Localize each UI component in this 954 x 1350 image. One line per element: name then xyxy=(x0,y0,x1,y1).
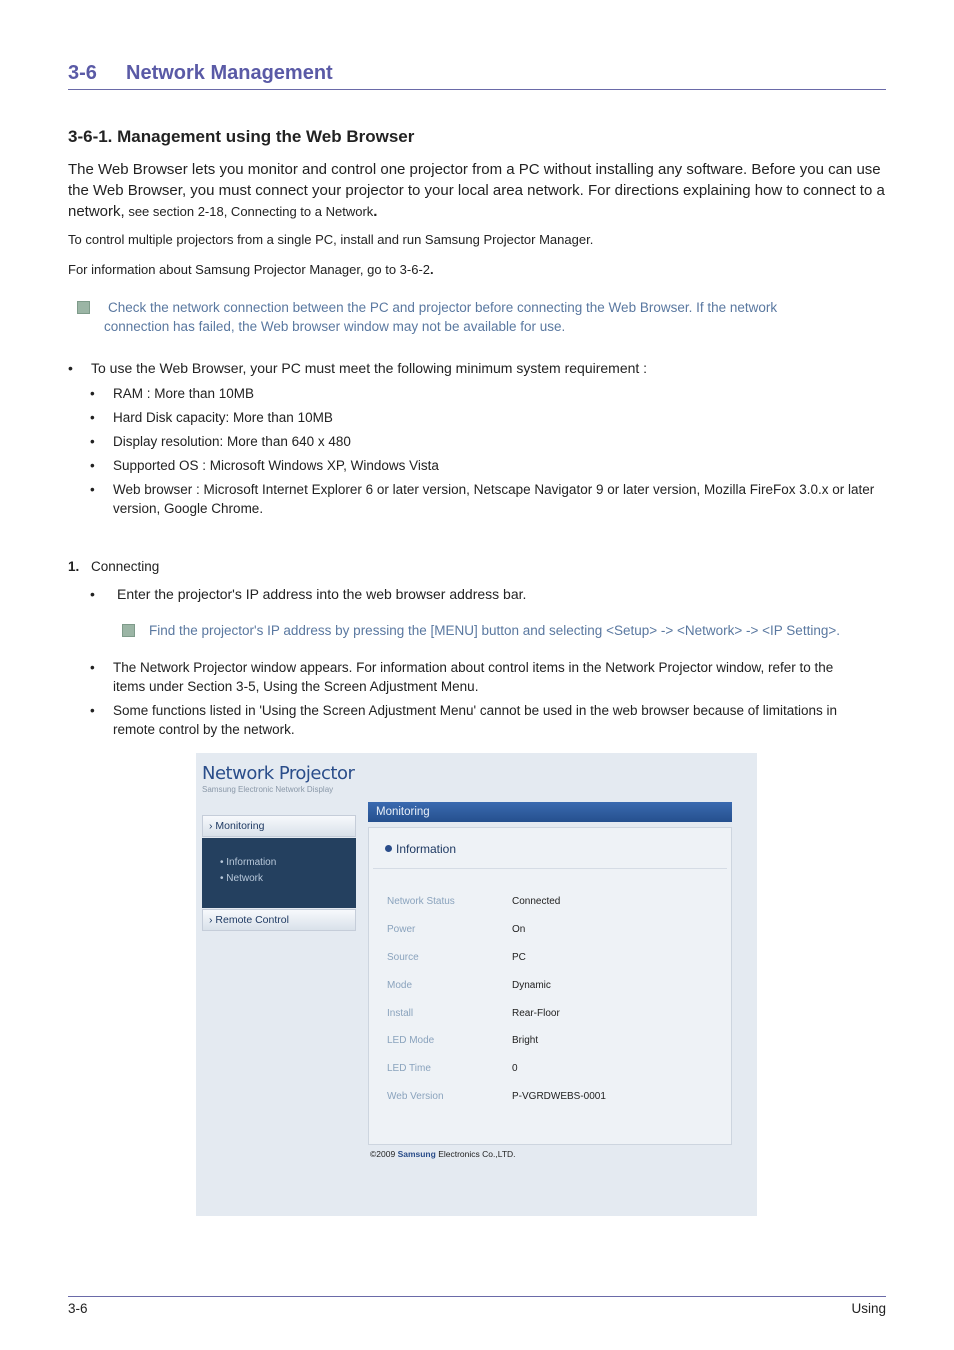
req-disk: Hard Disk capacity: More than 10MB xyxy=(113,410,333,425)
intro-main: The Web Browser lets you monitor and control one projector from a PC without installing any software. Before you can use the Web Browser, you must connect your projector to your local area network. For directions explaining how to connect to a network, xyxy=(68,161,885,220)
chapter-number: 3-6 xyxy=(68,62,97,84)
req-os: Supported OS : Microsoft Windows XP, Windows Vista xyxy=(113,458,439,473)
sidebar-item-network[interactable]: • Network xyxy=(220,873,263,884)
table-row: Install Rear-Floor xyxy=(387,1008,560,1019)
step-bullet-limits-2: remote control by the network. xyxy=(113,722,295,737)
bullet-dot: • xyxy=(68,360,73,376)
information-header: Information xyxy=(385,842,456,856)
note-ip-address: Find the projector's IP address by pressing the [MENU] button and selecting <Setup> -> <Network> -> <IP Setting>. xyxy=(149,623,840,638)
chapter-name: Using xyxy=(851,1301,886,1316)
note-pencil-icon xyxy=(77,301,90,314)
chevron-right-icon: › xyxy=(209,820,216,832)
table-row: Web Version P-VGRDWEBS-0001 xyxy=(387,1091,606,1102)
sidebar-item-information[interactable]: • Information xyxy=(220,857,277,868)
table-row: Mode Dynamic xyxy=(387,980,551,991)
para3-text: For information about Samsung Projector Manager, go to 3-6-2 xyxy=(68,262,431,277)
req-browser-line-2: version, Google Chrome. xyxy=(113,501,264,516)
req-display: Display resolution: More than 640 x 480 xyxy=(113,434,351,449)
step-title: Connecting xyxy=(91,559,160,574)
sidebar-item-monitoring[interactable]: › Monitoring xyxy=(202,815,356,837)
information-panel xyxy=(368,827,732,1145)
req-browser-line-1: Web browser : Microsoft Internet Explorer 6 or later version, Netscape Navigator 9 or later version, Mozilla FireFox 3.0.x or later xyxy=(113,482,875,497)
para3-end: . xyxy=(430,262,434,277)
note-line-2: connection has failed, the Web browser window may not be available for use. xyxy=(104,319,566,334)
step-bullet-ip: Enter the projector's IP address into the web browser address bar. xyxy=(117,586,527,602)
intro-end: . xyxy=(373,203,378,220)
sidebar-item-remote-control[interactable]: › Remote Control xyxy=(202,909,356,931)
step-heading xyxy=(68,557,160,576)
table-row: Power On xyxy=(387,924,526,935)
page-number: 3-6 xyxy=(68,1301,88,1316)
step-bullet-limits-1: Some functions listed in 'Using the Screen Adjustment Menu' cannot be used in the web browser because of limitations in xyxy=(113,703,838,718)
table-row: Source PC xyxy=(387,952,526,963)
req-ram: RAM : More than 10MB xyxy=(113,386,255,401)
samsung-logo-text: Samsung xyxy=(397,1149,436,1159)
footer-divider xyxy=(68,1296,886,1297)
table-row: LED Mode Bright xyxy=(387,1035,539,1046)
step-number: 1. xyxy=(68,559,80,574)
step-bullet-window-2: items under Section 3-5, Using the Screen Adjustment Menu. xyxy=(113,679,479,694)
intro-ref: see section 2-18, Connecting to a Network xyxy=(124,204,374,219)
bullet-icon xyxy=(385,845,392,852)
requirements-intro: To use the Web Browser, your PC must meet the following minimum system requirement : xyxy=(91,360,648,376)
np-title: Network Projector xyxy=(202,763,355,784)
note-line-1: Check the network connection between the PC and projector before connecting the Web Browser. If the network xyxy=(108,300,778,315)
note-pencil-icon xyxy=(122,624,135,637)
table-row: LED Time 0 xyxy=(387,1063,518,1074)
chapter-heading xyxy=(68,62,886,90)
np-subtitle: Samsung Electronic Network Display xyxy=(202,785,334,794)
status-table xyxy=(373,868,727,1141)
paragraph-projector-manager xyxy=(68,262,434,277)
paragraph-multi-projector: To control multiple projectors from a single PC, install and run Samsung Projector Manager. xyxy=(68,232,594,247)
section-title: 3-6-1. Management using the Web Browser xyxy=(68,127,415,146)
copyright: ©2009 Samsung Electronics Co.,LTD. xyxy=(370,1149,516,1159)
sidebar-submenu xyxy=(202,838,356,908)
table-row: Network Status Connected xyxy=(387,896,561,907)
step-bullet-window-1: The Network Projector window appears. For information about control items in the Network Projector window, refer to the xyxy=(113,660,834,675)
panel-title-bar: Monitoring xyxy=(368,802,732,822)
network-projector-screenshot xyxy=(196,753,757,1216)
chapter-title: Network Management xyxy=(126,62,333,84)
chevron-right-icon: › xyxy=(209,914,216,926)
intro-paragraph xyxy=(68,159,888,222)
